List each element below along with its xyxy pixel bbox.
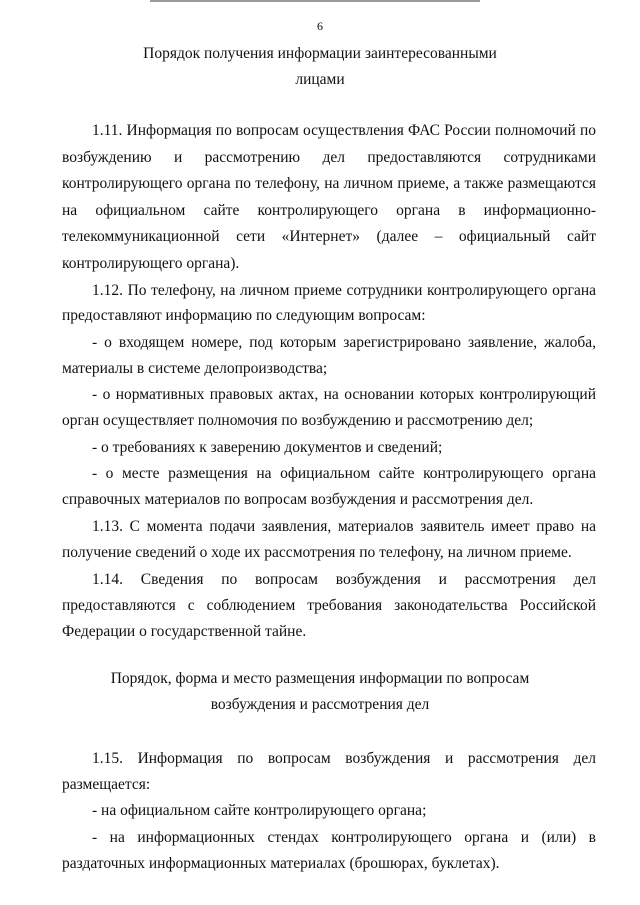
paragraph-line: 1.11. Информация по вопросам осуществления ФАС России полномочий по (92, 122, 596, 139)
paragraph-line: возбуждению и рассмотрению дел предоставляются сотрудниками (62, 149, 596, 166)
list-item-line: раздаточных информационных материалах (брошюрах, буклетах). (62, 855, 500, 872)
paragraph-line: контролирующего органа). (62, 255, 240, 272)
paragraph-line: получение сведений о ходе их рассмотрения по телефону, на личном приеме. (62, 544, 572, 561)
list-item-line: справочных материалов по вопросам возбуждения и рассмотрения дел. (62, 491, 534, 508)
section-heading-1-line2: лицами (295, 71, 345, 88)
list-item-line: - на официальном сайте контролирующего органа; (92, 802, 427, 819)
section-heading-1 (40, 41, 600, 93)
paragraph-line: контролирующего органа по телефону, на личном приеме, а также размещаются (62, 175, 596, 192)
list-item-line: - о месте размещения на официальном сайте контролирующего органа (92, 465, 596, 482)
section-heading-2-line1: Порядок, форма и место размещения информации по вопросам (110, 670, 530, 687)
page-top-border (150, 0, 480, 2)
list-item-line: материалы в системе делопроизводства; (62, 360, 328, 377)
paragraph-line: 1.13. С момента подачи заявления, материалов заявитель имеет право на (92, 518, 596, 535)
section-heading-1-line1: Порядок получения информации заинтересованными (143, 45, 497, 62)
paragraph-line: телекоммуникационной сети «Интернет» (далее – официальный сайт (62, 228, 596, 245)
paragraph-line: Федерации о государственной тайне. (62, 623, 307, 640)
paragraph-line: предоставляют информацию по следующим вопросам: (62, 307, 426, 324)
paragraph-line: 1.15. Информация по вопросам возбуждения и рассмотрения дел (92, 750, 596, 767)
section-heading-2 (40, 666, 600, 718)
list-item-line: - о входящем номере, под которым зарегистрировано заявление, жалоба, (92, 334, 596, 351)
paragraph-line: размещается: (62, 776, 151, 793)
paragraph-line: 1.12. По телефону, на личном приеме сотрудники контролирующего органа (92, 282, 596, 299)
paragraph-line: 1.14. Сведения по вопросам возбуждения и рассмотрения дел (92, 571, 596, 588)
page-number: 6 (317, 19, 323, 33)
list-item-line: - о нормативных правовых актах, на основании которых контролирующий (92, 386, 596, 403)
list-item-line: - о требованиях к заверению документов и сведений; (92, 439, 443, 456)
paragraph-line: предоставляются с соблюдением требования законодательства Российской (62, 597, 596, 614)
paragraph-line: на официальном сайте контролирующего органа в информационно- (62, 202, 596, 219)
section-heading-2-line2: возбуждения и рассмотрения дел (210, 696, 430, 713)
list-item-line: - на информационных стендах контролирующего органа и (или) в (92, 829, 596, 846)
list-item-line: орган осуществляет полномочия по возбуждению и рассмотрению дел; (62, 412, 534, 429)
